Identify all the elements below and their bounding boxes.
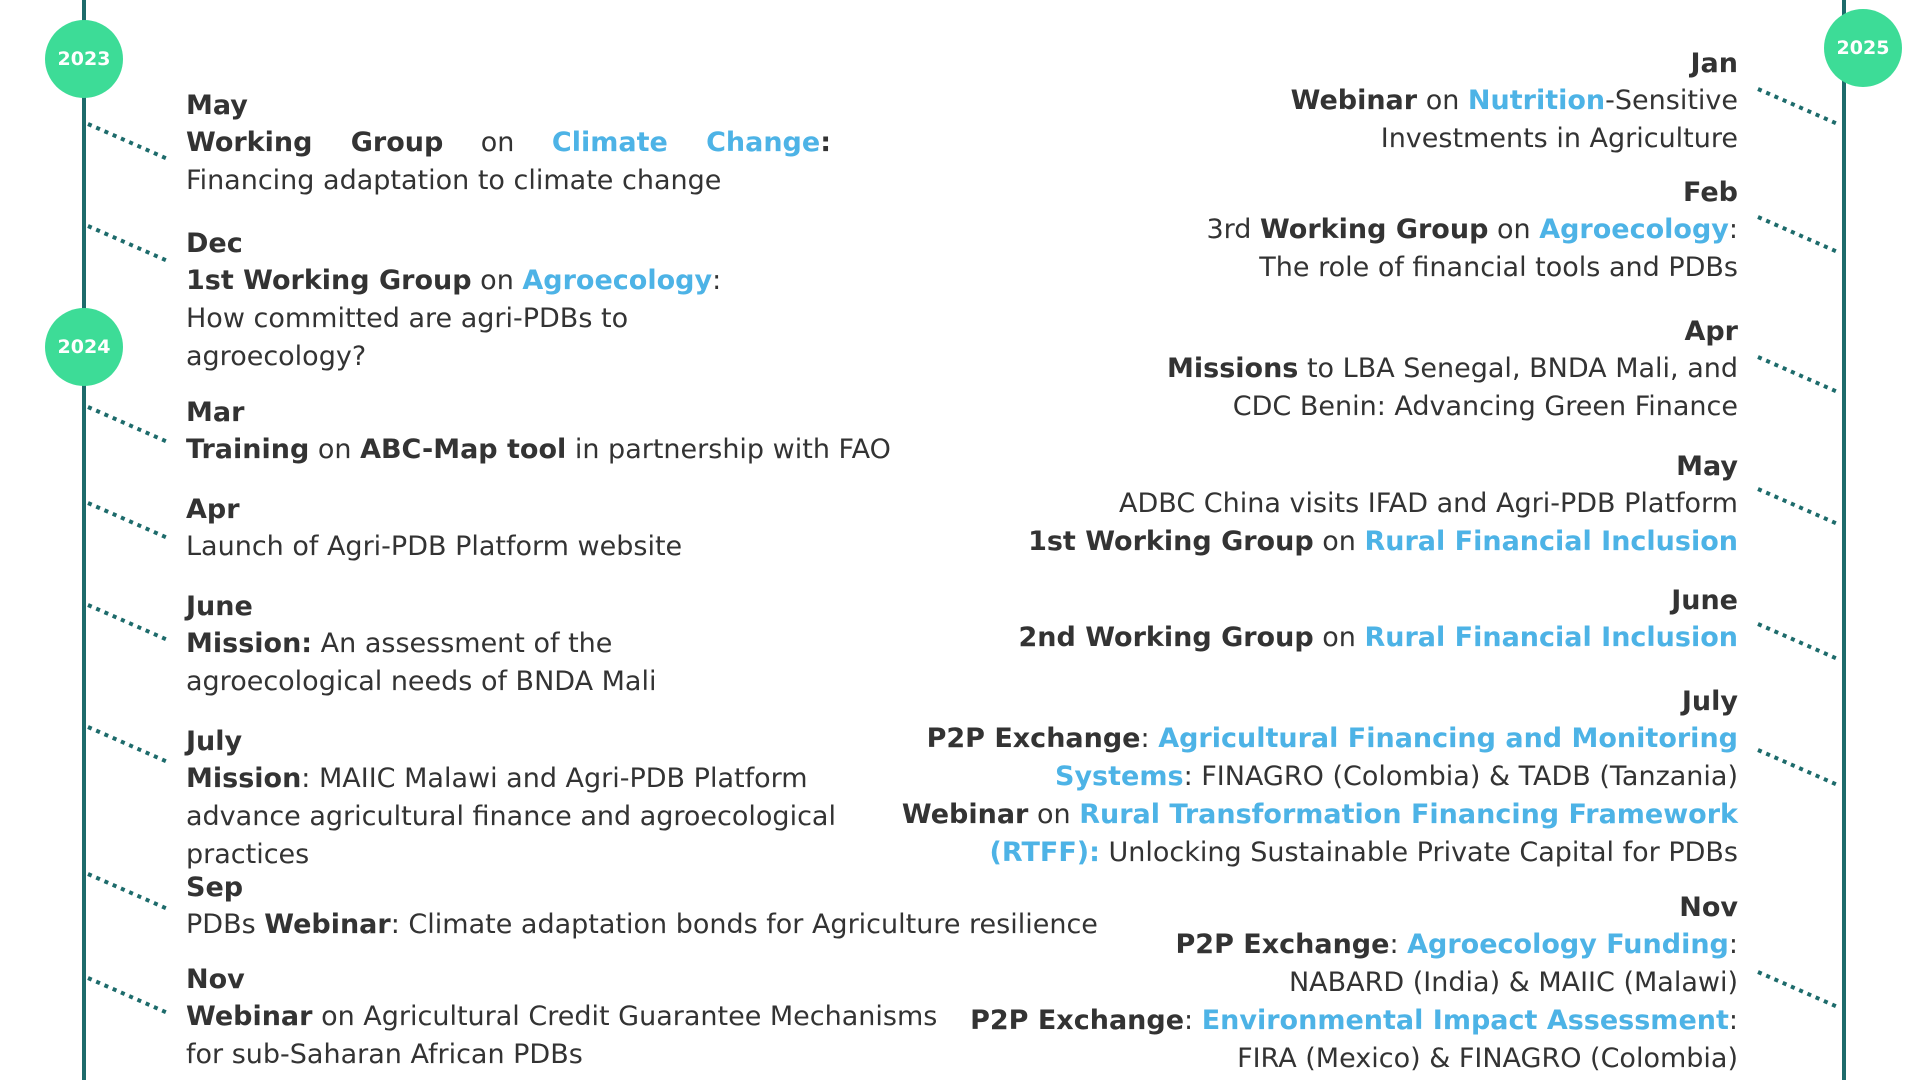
connector-left-may (86, 122, 172, 162)
plain-text: on (1417, 85, 1468, 116)
event-month: Mar (186, 397, 245, 428)
event-description (902, 720, 1738, 872)
event-description (186, 431, 1086, 469)
plain-text: : (1140, 723, 1159, 754)
plain-text: FIRA (Mexico) & FINAGRO (Colombia) (1237, 1043, 1738, 1074)
event-line (902, 834, 1738, 872)
highlight-text: Climate Change (551, 127, 821, 158)
plain-text: Investments in Agriculture (1380, 123, 1738, 154)
bold-text: Working Group (1259, 214, 1489, 245)
bold-text: Webinar (264, 909, 391, 940)
plain-text: on (1313, 526, 1365, 557)
highlight-text: Environmental Impact Assessment (1201, 1005, 1729, 1036)
event-month: July (1681, 686, 1738, 717)
highlight-text: Agroecology (522, 265, 713, 296)
bold-text: 2nd Working Group (1018, 622, 1314, 653)
plain-text: Unlocking Sustainable Private Capital for PDBs (1099, 837, 1738, 868)
bold-text: ABC-Map tool (360, 434, 567, 465)
plain-text: : FINAGRO (Colombia) & TADB (Tanzania) (1183, 761, 1738, 792)
bold-text: Training (186, 434, 310, 465)
plain-text: to LBA Senegal, BNDA Mali, and (1298, 353, 1738, 384)
event-line (970, 1002, 1738, 1040)
event-month: June (1671, 585, 1738, 616)
event-2025-july (902, 684, 1738, 872)
event-month: Jan (1690, 48, 1738, 79)
bold-text: P2P Exchange (1175, 929, 1390, 960)
plain-text: Financing adaptation to climate change (186, 165, 722, 196)
event-2025-apr (1167, 314, 1738, 426)
connector-right-nov (1756, 970, 1842, 1010)
event-description (1167, 350, 1738, 426)
event-description (186, 625, 786, 701)
year-badge-2025: 2025 (1824, 9, 1902, 87)
connector-left-june (86, 603, 172, 643)
plain-text: : (1728, 214, 1738, 245)
event-description (186, 998, 946, 1074)
bold-text: Mission: (186, 628, 313, 659)
event-2023-may (186, 88, 831, 200)
event-month: July (186, 726, 243, 757)
highlight-text: Agroecology (1539, 214, 1729, 245)
event-description (186, 124, 831, 200)
event-description (970, 926, 1738, 1078)
event-line (970, 926, 1738, 964)
plain-text: : (1728, 1005, 1738, 1036)
highlight-text: Rural Transformation Financing Framework (1079, 799, 1738, 830)
event-2025-june (1019, 583, 1739, 657)
plain-text: NABARD (India) & MAIIC (Malawi) (1288, 967, 1738, 998)
event-line (1167, 388, 1738, 426)
event-description (186, 760, 906, 874)
event-description (1019, 619, 1739, 657)
connector-left-sep (86, 872, 172, 912)
bold-text: Webinar (186, 1001, 313, 1032)
event-line (902, 796, 1738, 834)
connector-left-apr (86, 501, 172, 541)
bold-text: Missions (1167, 353, 1299, 384)
event-month: Sep (186, 872, 244, 903)
bold-text: : (820, 127, 832, 158)
connector-right-feb (1756, 215, 1842, 255)
event-2025-may (1028, 449, 1738, 561)
plain-text: : How committed are agri-PDBs to agroecology? (186, 265, 722, 372)
event-line (1028, 485, 1738, 523)
bold-text: 1st Working Group (186, 265, 472, 296)
timeline-line-right (1842, 0, 1846, 1080)
event-month: Nov (1679, 892, 1738, 923)
plain-text: -Sensitive (1605, 85, 1738, 116)
event-description (186, 528, 1086, 566)
plain-text: ADBC China visits IFAD and Agri-PDB Platform (1119, 488, 1738, 519)
event-line (902, 758, 1738, 796)
event-month: Nov (186, 964, 245, 995)
plain-text: An assessment of the agroecological needs of BNDA Mali (186, 628, 657, 697)
event-line (1206, 249, 1738, 287)
plain-text: : (1389, 929, 1408, 960)
event-month: Apr (1684, 316, 1738, 347)
connector-right-may (1756, 487, 1842, 527)
event-month: Feb (1683, 177, 1738, 208)
plain-text: : (1728, 929, 1738, 960)
year-badge-2023: 2023 (45, 20, 123, 98)
plain-text: : MAIIC Malawi and Agri-PDB Platform advance agricultural finance and agroecological practices (186, 763, 836, 870)
connector-right-jan (1756, 87, 1842, 127)
event-2023-dec (186, 226, 786, 376)
bold-text: Webinar (901, 799, 1029, 830)
event-2024-nov (186, 962, 946, 1074)
plain-text: on (1488, 214, 1540, 245)
highlight-text: Agroecology Funding (1407, 929, 1729, 960)
plain-text: on (1313, 622, 1365, 653)
plain-text: on (471, 265, 523, 296)
connector-left-july (86, 725, 172, 765)
bold-text: Working Group (186, 127, 444, 158)
connector-left-mar (86, 405, 172, 445)
plain-text: on (443, 127, 552, 158)
event-month: May (1676, 451, 1738, 482)
event-line (1028, 523, 1738, 561)
connector-right-apr (1756, 355, 1842, 395)
plain-text: on Agricultural Credit Guarantee Mechanisms for sub-Saharan African PDBs (186, 1001, 938, 1070)
highlight-text: Rural Financial Inclusion (1364, 622, 1738, 653)
event-2025-feb (1206, 175, 1738, 287)
bold-text: P2P Exchange (970, 1005, 1185, 1036)
event-line (1291, 120, 1738, 158)
highlight-text: Systems (1055, 761, 1184, 792)
event-line (1291, 82, 1738, 120)
plain-text: on (1028, 799, 1080, 830)
event-month: May (186, 90, 248, 121)
event-description (1028, 485, 1738, 561)
connector-left-nov (86, 976, 172, 1016)
year-badge-2024: 2024 (45, 308, 123, 386)
highlight-text: (RTFF): (989, 837, 1100, 868)
bold-text: Webinar (1290, 85, 1418, 116)
event-2024-mar (186, 395, 1086, 469)
connector-right-june (1756, 622, 1842, 662)
event-description (186, 262, 786, 376)
plain-text: : (1184, 1005, 1202, 1036)
event-line (970, 1040, 1738, 1078)
highlight-text: Nutrition (1467, 85, 1606, 116)
event-month: Dec (186, 228, 243, 259)
highlight-text: Agricultural Financing and Monitoring (1158, 723, 1738, 754)
bold-text: Mission (186, 763, 302, 794)
plain-text: 3rd (1206, 214, 1260, 245)
event-2024-july (186, 724, 906, 874)
event-line (1019, 619, 1739, 657)
plain-text: in partnership with FAO (566, 434, 891, 465)
event-month: Apr (186, 494, 240, 525)
event-line (1206, 211, 1738, 249)
event-2025-nov (970, 890, 1738, 1078)
event-description (1206, 211, 1738, 287)
event-line (1167, 350, 1738, 388)
connector-right-july (1756, 748, 1842, 788)
event-month: June (186, 591, 253, 622)
event-description (1291, 82, 1738, 158)
event-line (970, 964, 1738, 1002)
plain-text: on (309, 434, 361, 465)
plain-text: PDBs (186, 909, 265, 940)
plain-text: CDC Benin: Advancing Green Finance (1232, 391, 1738, 422)
bold-text: 1st Working Group (1028, 526, 1314, 557)
event-2025-jan (1291, 46, 1738, 158)
plain-text: : Climate adaptation bonds for Agriculture resilience (390, 909, 1098, 940)
plain-text: The role of financial tools and PDBs (1259, 252, 1738, 283)
event-line (902, 720, 1738, 758)
event-2024-apr (186, 492, 1086, 566)
event-2024-june (186, 589, 786, 701)
connector-left-dec (86, 224, 172, 264)
bold-text: P2P Exchange (926, 723, 1141, 754)
highlight-text: Rural Financial Inclusion (1364, 526, 1738, 557)
plain-text: Launch of Agri-PDB Platform website (186, 531, 683, 562)
